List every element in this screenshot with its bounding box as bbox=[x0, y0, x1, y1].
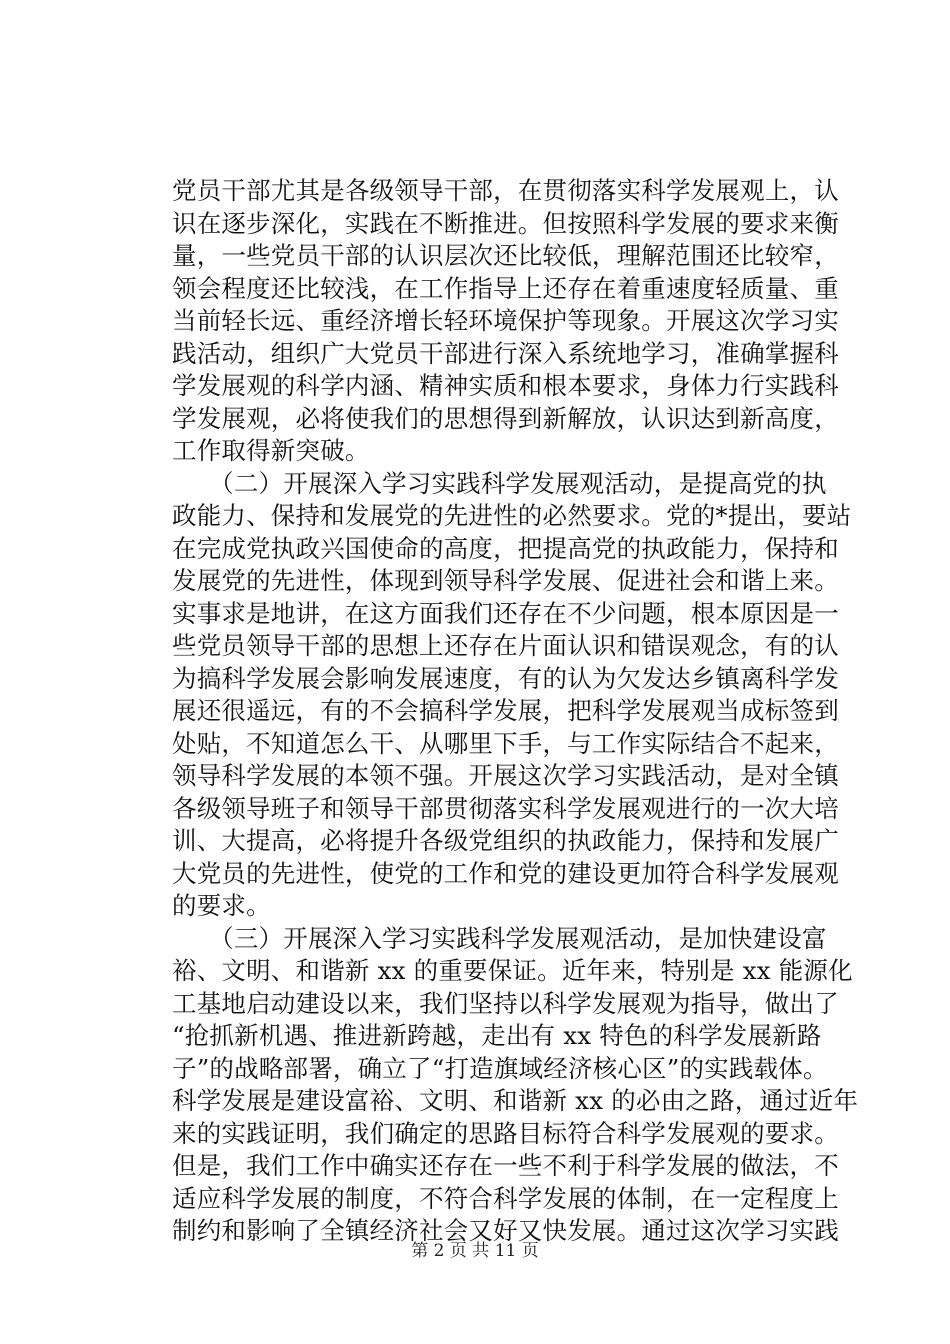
text-line: 些党员领导干部的思想上还存在片面认识和错误观念，有的认 bbox=[172, 631, 839, 660]
text-line: 在完成党执政兴国使命的高度，把提高党的执政能力，保持和 bbox=[172, 533, 839, 563]
text-line: 学发展观的科学内涵、精神实质和根本要求，身体力行实践科 bbox=[172, 371, 839, 400]
text-line: 实事求是地讲，在这方面我们还存在不少问题，根本原因是一 bbox=[172, 598, 839, 628]
text-line: 工作取得新突破。 bbox=[172, 436, 370, 465]
text-line: 各级领导班子和领导干部贯彻落实科学发展观进行的一次大培 bbox=[172, 793, 839, 823]
text-line: 来的实践证明，我们确定的思路目标符合科学发展观的要求。 bbox=[172, 1118, 839, 1148]
text-line: 工基地启动建设以来，我们坚持以科学发展观为指导，做出了 bbox=[172, 988, 839, 1018]
text-line: “抢抓新机遇、推进新跨越，走出有 xx 特色的科学发展新路 bbox=[172, 1021, 822, 1050]
body-text bbox=[172, 175, 872, 1248]
page-footer: 第 2 页 共 11 页 bbox=[411, 1241, 539, 1261]
text-line: 子”的战略部署，确立了“打造旗域经济核心区”的实践载体。 bbox=[172, 1053, 828, 1083]
text-line: 处贴，不知道怎么干、从哪里下手，与工作实际结合不起来， bbox=[172, 728, 839, 758]
text-line: 学发展观，必将使我们的思想得到新解放，认识达到新高度， bbox=[172, 403, 839, 433]
text-line: 量，一些党员干部的认识层次还比较低，理解范围还比较窄， bbox=[172, 241, 839, 270]
text-line: 领会程度还比较浅，在工作指导上还存在着重速度轻质量、重 bbox=[172, 273, 839, 303]
text-line: 训、大提高，必将提升各级党组织的执政能力，保持和发展广 bbox=[172, 826, 839, 855]
text-line: 发展党的先进性，体现到领导科学发展、促进社会和谐上来。 bbox=[172, 566, 839, 595]
text-line: 为搞科学发展会影响发展速度，有的认为欠发达乡镇离科学发 bbox=[172, 663, 839, 693]
text-line: 当前轻长远、重经济增长轻环境保护等现象。开展这次学习实 bbox=[172, 306, 839, 335]
text-line: 大党员的先进性，使党的工作和党的建设更加符合科学发展观 bbox=[172, 858, 839, 888]
text-line: 展还很遥远，有的不会搞科学发展，把科学发展观当成标签到 bbox=[172, 696, 839, 725]
text-line: 政能力、保持和发展党的先进性的必然要求。党的*提出，要站 bbox=[172, 501, 852, 530]
text-line: 识在逐步深化，实践在不断推进。但按照科学发展的要求来衡 bbox=[172, 208, 839, 238]
text-line: 但是，我们工作中确实还存在一些不利于科学发展的做法，不 bbox=[172, 1151, 839, 1180]
text-line: 践活动，组织广大党员干部进行深入系统地学习，准确掌握科 bbox=[172, 338, 839, 368]
text-line: （二）开展深入学习实践科学发展观活动，是提高党的执 bbox=[172, 468, 827, 498]
text-line: 裕、文明、和谐新 xx 的重要保证。近年来，特别是 xx 能源化 bbox=[172, 956, 853, 985]
text-line: 科学发展是建设富裕、文明、和谐新 xx 的必由之路，通过近年 bbox=[172, 1086, 859, 1115]
text-line: 的要求。 bbox=[172, 891, 271, 920]
text-line: 党员干部尤其是各级领导干部，在贯彻落实科学发展观上，认 bbox=[172, 176, 839, 205]
text-line: （三）开展深入学习实践科学发展观活动，是加快建设富 bbox=[172, 923, 827, 953]
text-line: 适应科学发展的制度，不符合科学发展的体制，在一定程度上 bbox=[172, 1183, 839, 1213]
text-line: 领导科学发展的本领不强。开展这次学习实践活动，是对全镇 bbox=[172, 761, 839, 790]
text-line: 制约和影响了全镇经济社会又好又快发展。通过这次学习实践 bbox=[172, 1216, 839, 1245]
